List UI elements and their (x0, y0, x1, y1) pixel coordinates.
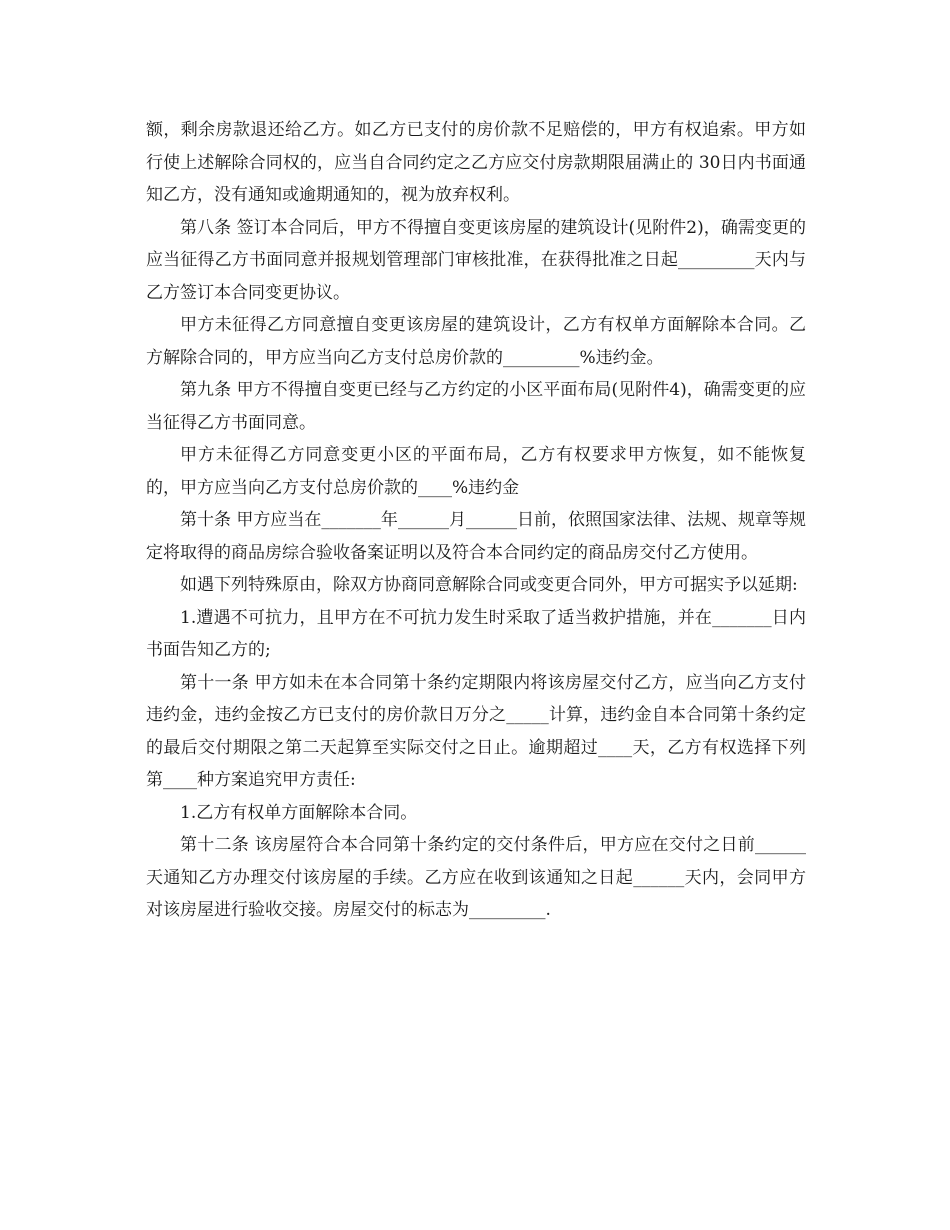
paragraph-article-10: 第十条 甲方应当在_______年______月______日前，依照国家法律、法规、规章等规定将取得的商品房综合验收备案证明以及符合本合同约定的商品房交付乙方使用。 (146, 510, 806, 563)
paragraph-article-10-item-1: 1.遭遇不可抗力，且甲方在不可抗力发生时采取了适当救护措施，并在_______日内书面告知乙方的; (146, 607, 806, 660)
paragraph-article-8: 第八条 签订本合同后，甲方不得擅自变更该房屋的建筑设计(见附件2)，确需变更的应当征得乙方书面同意并报规划管理部门审核批准，在获得批准之日起_________天内与乙方签订本合同变更协议。 (146, 217, 806, 303)
paragraph-article-8-penalty: 甲方未征得乙方同意擅自变更该房屋的建筑设计，乙方有权单方面解除本合同。乙方解除合同的，甲方应当向乙方支付总房价款的_________%违约金。 (146, 315, 806, 368)
paragraph-article-9-penalty: 甲方未征得乙方同意变更小区的平面布局，乙方有权要求甲方恢复，如不能恢复的，甲方应当向乙方支付总房价款的____%违约金 (146, 445, 806, 498)
paragraph-article-11: 第十一条 甲方如未在本合同第十条约定期限内将该房屋交付乙方，应当向乙方支付违约金，违约金按乙方已支付的房价款日万分之_____计算，违约金自本合同第十条约定的最后交付期限之第二天起算至实际交付之日止。逾期超过____天，乙方有权选择下列第____种方案追究甲方责任: (146, 672, 806, 790)
paragraph-article-11-item-1: 1.乙方有权单方面解除本合同。 (180, 802, 418, 823)
document-body (146, 114, 806, 927)
paragraph-continuation: 额，剩余房款退还给乙方。如乙方已支付的房价款不足赔偿的，甲方有权追索。甲方如行使上述解除合同权的，应当自合同约定之乙方应交付房款期限届满止的 30日内书面通知乙方，没有通知或逾期通知的，视为放弃权利。 (146, 120, 806, 205)
paragraph-article-9: 第九条 甲方不得擅自变更已经与乙方约定的小区平面布局(见附件4)，确需变更的应当征得乙方书面同意。 (146, 380, 806, 433)
paragraph-article-12: 第十二条 该房屋符合本合同第十条约定的交付条件后，甲方应在交付之日前______天通知乙方办理交付该房屋的手续。乙方应在收到该通知之日起______天内，会同甲方对该房屋进行验收交接。房屋交付的标志为_________. (146, 835, 806, 920)
paragraph-article-10-extension: 如遇下列特殊原由，除双方协商同意解除合同或变更合同外，甲方可据实予以延期: (180, 575, 798, 595)
